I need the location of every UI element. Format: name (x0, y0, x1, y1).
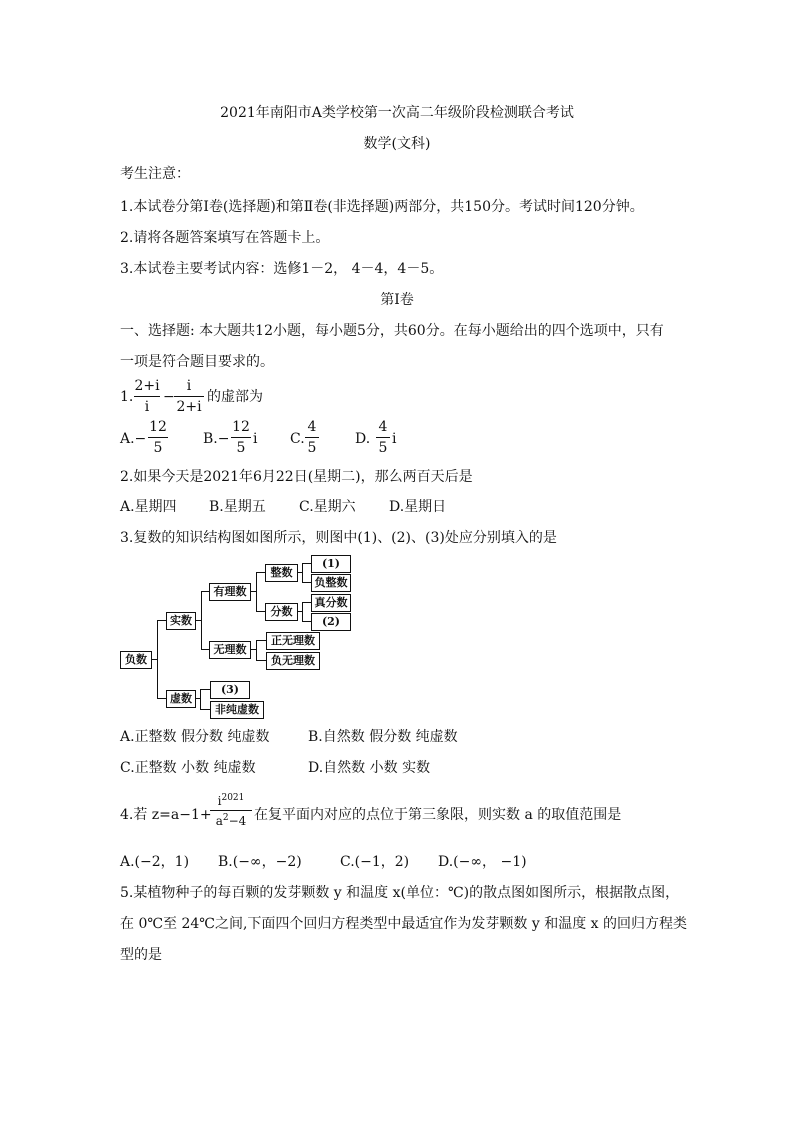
q1-option-c-num: 4 (307, 419, 317, 435)
q1-number: 1. (120, 389, 134, 405)
q4-prefix: 4.若 z=a−1+ (120, 807, 212, 823)
diagram-node-negative-irrational: 负无理数 (266, 652, 320, 670)
q1-option-a-fraction (148, 420, 168, 455)
q4-frac-denominator-exponent: 2 (222, 813, 229, 823)
notice-item-1: 1.本试卷分第Ⅰ卷(选择题)和第Ⅱ卷(非选择题)两部分，共150分。考试时间120分钟。 (120, 199, 644, 215)
q4-frac-numerator-exponent: 2021 (221, 793, 245, 803)
q1-option-d-label: D. (355, 431, 371, 447)
q1-option-c-fraction (305, 420, 319, 455)
diagram-node-imaginary: 虚数 (166, 690, 196, 708)
q4-option-a: A.(−2，1) (120, 854, 190, 870)
q1-frac2-denominator: 2+i (176, 399, 202, 415)
q4-frac-denominator-tail: −4 (228, 814, 247, 828)
diagram-node-non-pure-imaginary: 非纯虚数 (210, 701, 264, 719)
diagram-node-blank-1: (1) (311, 555, 351, 573)
diagram-node-blank-2: (2) (311, 613, 351, 631)
q1-option-a-den: 5 (153, 440, 163, 456)
q4-frac-numerator: i (217, 794, 222, 808)
q1-option-d-tail: i (392, 431, 397, 447)
q1-frac2-numerator: i (186, 378, 192, 394)
q3-option-b: B.自然数 假分数 纯虚数 (308, 729, 458, 745)
section-instructions-line2: 一项是符合题目要求的。 (120, 354, 274, 370)
q1-fraction-1 (134, 379, 160, 414)
q1-option-b-tail: i (253, 431, 258, 447)
q1-option-c-label: C. (290, 431, 305, 447)
diagram-node-blank-3: (3) (210, 681, 250, 699)
diagram-node-negative-integer: 负整数 (311, 574, 351, 592)
q1-option-a-label: A.− (120, 431, 147, 447)
section-instructions-line1: 一、选择题: 本大题共12小题，每小题5分，共60分。在每小题给出的四个选项中，只有 (120, 323, 664, 339)
q3-option-a: A.正整数 假分数 纯虚数 (120, 729, 270, 745)
q1-option-d-fraction (376, 420, 390, 455)
q1-minus: − (163, 389, 175, 405)
q2-option-b: B.星期五 (209, 499, 266, 515)
q4-option-d: D.(−∞， −1) (438, 854, 527, 870)
notice-heading: 考生注意： (120, 166, 190, 182)
notice-item-2: 2.请将各题答案填写在答题卡上。 (120, 230, 330, 246)
q5-line-1: 5.某植物种子的每百颗的发芽颗数 y 和温度 x(单位：℃)的散点图如图所示，根据散点图， (120, 885, 680, 901)
q1-option-a-num: 12 (149, 419, 167, 435)
q2-option-a: A.星期四 (120, 499, 177, 515)
diagram-node-fraction: 分数 (265, 603, 298, 621)
part-title: 第Ⅰ卷 (380, 292, 414, 308)
q1-option-b-label: B.− (203, 431, 230, 447)
exam-subtitle: 数学(文科) (363, 136, 431, 152)
diagram-node-positive-irrational: 正无理数 (266, 632, 320, 650)
q3-option-d: D.自然数 小数 实数 (308, 760, 431, 776)
q1-frac1-numerator: 2+i (134, 378, 160, 394)
q4-frac-denominator: a (215, 814, 223, 828)
q4-option-c: C.(−1，2) (340, 854, 410, 870)
q1-fraction-2 (174, 379, 204, 414)
diagram-node-proper-fraction: 真分数 (311, 594, 351, 612)
q1-option-b-num: 12 (232, 419, 250, 435)
q1-option-d-den: 5 (378, 440, 388, 456)
q1-suffix: 的虚部为 (207, 389, 263, 405)
q4-suffix: 在复平面内对应的点位于第三象限，则实数 a 的取值范围是 (254, 807, 622, 823)
q1-option-d-num: 4 (378, 419, 388, 435)
diagram-node-irrational: 无理数 (209, 641, 251, 659)
q2-option-d: D.星期日 (389, 499, 447, 515)
diagram-node-integer: 整数 (265, 564, 298, 582)
q3-text: 3.复数的知识结构图如图所示，则图中(1)、(2)、(3)处应分别填入的是 (120, 530, 557, 546)
q3-option-c: C.正整数 小数 纯虚数 (120, 760, 256, 776)
q1-option-c-den: 5 (307, 440, 317, 456)
notice-item-3: 3.本试卷主要考试内容：选修1－2， 4－4，4－5。 (120, 261, 444, 277)
diagram-node-real: 实数 (166, 612, 196, 630)
q1-option-b-den: 5 (236, 440, 246, 456)
q1-frac1-denominator: i (144, 399, 150, 415)
q5-line-3: 型的是 (120, 947, 162, 963)
q2-option-c: C.星期六 (299, 499, 356, 515)
q4-fraction (210, 794, 252, 827)
exam-title: 2021年南阳市A类学校第一次高二年级阶段检测联合考试 (220, 105, 574, 121)
q2-text: 2.如果今天是2021年6月22日(星期二)，那么两百天后是 (120, 469, 473, 485)
diagram-node-rational: 有理数 (209, 583, 251, 601)
q1-option-b-fraction (231, 420, 251, 455)
q4-option-b: B.(−∞，−2) (218, 854, 302, 870)
diagram-node-root: 负数 (120, 651, 152, 669)
q5-line-2: 在 0℃至 24℃之间,下面四个回归方程类型中最适宜作为发芽颗数 y 和温度 x 的回归方程类 (120, 916, 687, 932)
